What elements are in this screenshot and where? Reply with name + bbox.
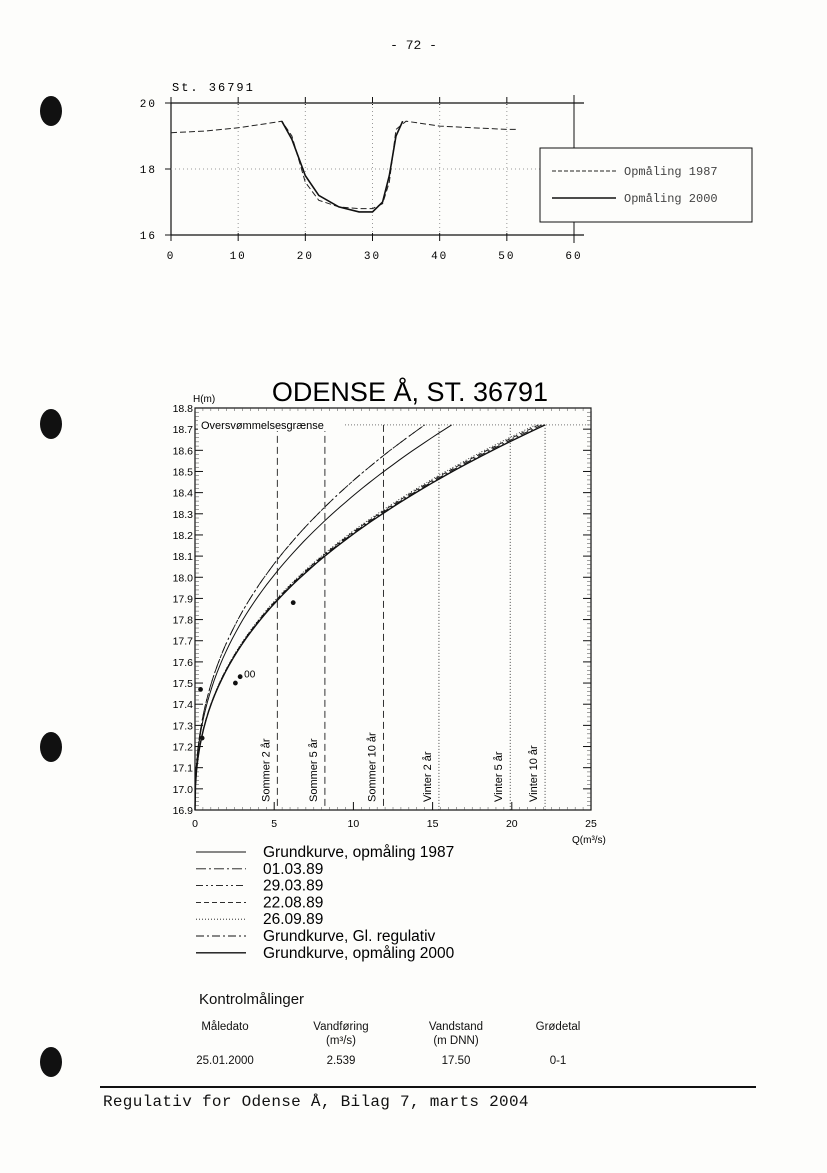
- y-tick-label: 18.3: [172, 508, 193, 521]
- cross-section-tick-labels: [140, 99, 583, 263]
- legend-label: Grundkurve, opmåling 2000: [263, 944, 455, 962]
- y-tick-label: 18.1: [172, 551, 193, 564]
- cross-section-legend: [540, 148, 752, 222]
- legend-label: 29.03.89: [263, 877, 324, 895]
- design-flow-label: Sommer 2 år: [260, 738, 273, 802]
- measurement-point: [198, 687, 203, 692]
- series-1987-line: [171, 121, 517, 208]
- measurement-point: [200, 736, 205, 741]
- cell-discharge: 2.539: [326, 1055, 356, 1067]
- cell-weed-index: 0-1: [549, 1055, 567, 1067]
- y-tick-label: 18.2: [172, 529, 193, 542]
- header-weed-index: Grødetal: [535, 1021, 581, 1033]
- chart-title: ODENSE Å, ST. 36791: [271, 377, 549, 407]
- y-tick-label: 17.4: [172, 699, 193, 712]
- x-tick-label: 0: [192, 818, 198, 830]
- measurement-point: [238, 674, 243, 679]
- cross-section-chart: [0, 0, 827, 300]
- y-tick-label: 16: [139, 231, 157, 243]
- y-tick-label: 16.9: [172, 805, 193, 817]
- x-tick-label: 50: [498, 251, 516, 263]
- design-flow-label: Vinter 10 år: [528, 745, 541, 802]
- page-number: - 72 -: [390, 38, 437, 53]
- y-tick-label: 17.3: [172, 720, 193, 733]
- design-flow-label: Sommer 5 år: [307, 738, 320, 802]
- rating-curve: [195, 425, 452, 810]
- controls-title: Kontrolmålinger: [199, 991, 305, 1008]
- y-tick-label: 18.6: [172, 445, 193, 458]
- point-label: 00: [244, 669, 256, 681]
- legend-label: Grundkurve, opmåling 1987: [263, 844, 455, 861]
- rating-curve: [195, 425, 536, 810]
- y-tick-label: 18.4: [172, 487, 193, 500]
- x-tick-label: 10: [347, 818, 360, 830]
- y-tick-label: 18.7: [172, 424, 193, 437]
- design-flow-label: Vinter 2 år: [421, 751, 434, 802]
- y-tick-label: 17.5: [172, 678, 193, 691]
- design-flow-markers: [260, 425, 545, 810]
- footer-text: Regulativ for Odense Å, Bilag 7, marts 2004: [103, 1093, 529, 1111]
- x-tick-label: 0: [166, 251, 176, 263]
- x-tick-label: 30: [363, 251, 382, 263]
- legend-label: Grundkurve, Gl. regulativ: [263, 928, 436, 945]
- cell-waterlevel: 17.50: [441, 1055, 471, 1067]
- y-tick-label: 17.6: [172, 656, 193, 669]
- x-tick-label: 20: [296, 251, 314, 263]
- binding-hole-4: [40, 1047, 62, 1077]
- rating-legend: [196, 844, 455, 962]
- cell-date: 25.01.2000: [196, 1055, 254, 1067]
- station-label: St. 36791: [172, 81, 255, 95]
- x-tick-label: 15: [426, 818, 439, 830]
- measurement-point: [291, 600, 296, 605]
- legend-2000-label: Opmåling 2000: [624, 192, 718, 206]
- y-tick-label: 17.7: [172, 635, 193, 648]
- rating-curve-chart: [0, 360, 827, 970]
- header-date: Måledato: [201, 1021, 249, 1033]
- y-tick-label: 17.1: [172, 762, 193, 775]
- design-flow-label: Sommer 10 år: [366, 732, 379, 802]
- y-tick-label: 18.5: [172, 466, 193, 479]
- measurement-point: [233, 681, 238, 686]
- y-tick-label: 17.8: [172, 614, 193, 627]
- header-discharge: Vandføring (m³/s): [313, 1021, 369, 1047]
- x-tick-label: 20: [505, 818, 518, 830]
- legend-1987-label: Opmåling 1987: [624, 165, 718, 179]
- y-tick-label: 18: [139, 165, 157, 177]
- y-tick-label: 17.0: [172, 783, 193, 796]
- x-axis-unit: Q(m³/s): [572, 835, 606, 846]
- y-tick-label: 17.2: [172, 741, 193, 754]
- x-tick-label: 5: [271, 818, 278, 830]
- y-axis-unit: H(m): [193, 394, 216, 405]
- y-tick-label: 17.9: [172, 593, 193, 606]
- x-tick-label: 60: [565, 251, 583, 263]
- x-tick-label: 40: [431, 251, 449, 263]
- header-waterlevel: Vandstand (m DNN): [428, 1021, 484, 1047]
- x-tick-label: 25: [585, 818, 597, 830]
- y-tick-label: 18.8: [172, 403, 193, 415]
- x-tick-label: 10: [229, 251, 247, 263]
- legend-label: 26.09.89: [263, 911, 324, 929]
- legend-label: 01.03.89: [263, 860, 324, 878]
- flood-limit-label: Oversvømmelsesgrænse: [201, 420, 324, 432]
- cross-section-grid: [171, 103, 574, 235]
- flood-label-box: [198, 418, 344, 432]
- y-tick-label: 20: [139, 99, 157, 111]
- y-tick-label: 18.0: [172, 572, 193, 585]
- design-flow-label: Vinter 5 år: [493, 751, 506, 802]
- footer-rule: [100, 1086, 756, 1088]
- legend-label: 22.08.89: [263, 894, 324, 912]
